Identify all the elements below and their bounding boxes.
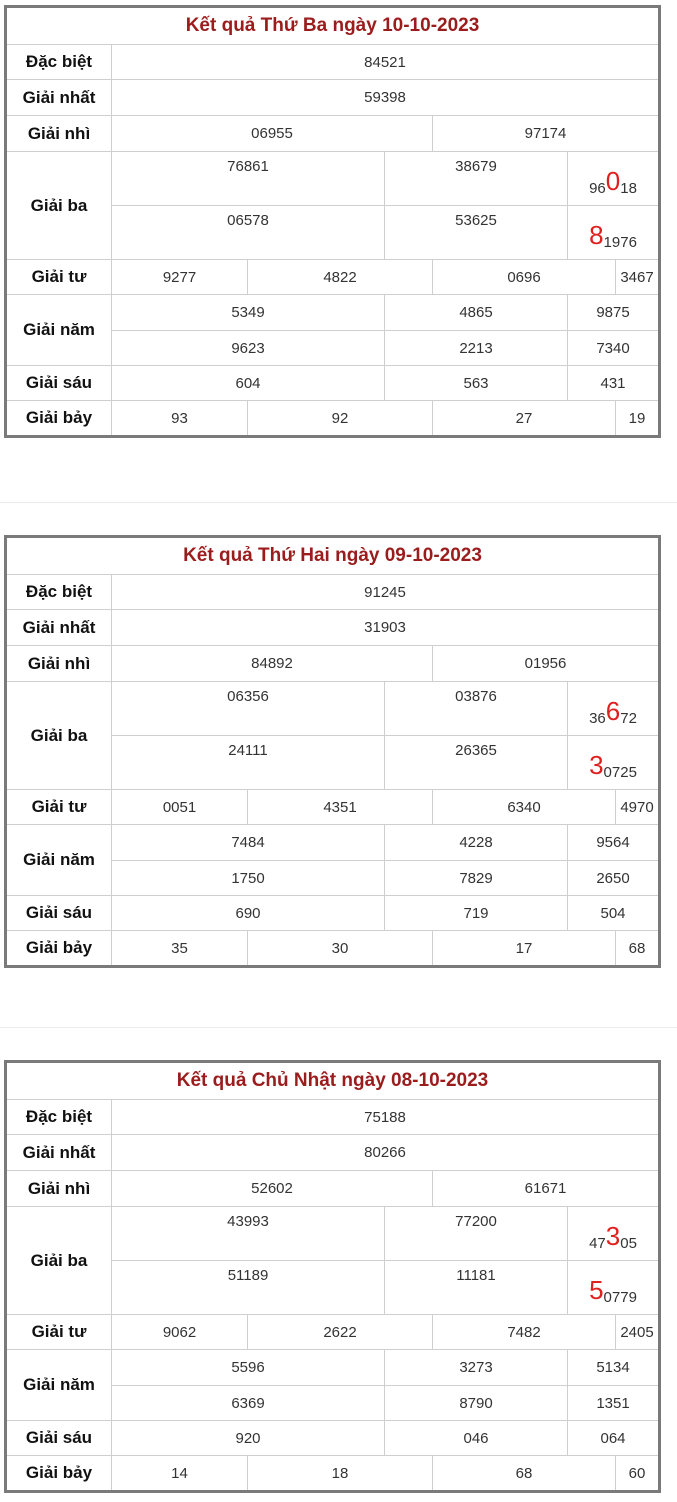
third-prize-1: 43993 <box>227 1213 269 1230</box>
label-giai-nhi: Giải nhì <box>7 646 112 681</box>
row-giai-tu <box>7 260 658 295</box>
second-prize-1: 84892 <box>251 655 293 672</box>
fifth-prize-4: 6369 <box>231 1394 265 1412</box>
result-table-1 <box>4 5 661 438</box>
row-giai-tu <box>7 790 658 825</box>
third-prize-1: 06356 <box>227 688 269 705</box>
fifth-prize-4: 1750 <box>231 869 265 887</box>
fifth-prize-2: 4865 <box>459 304 493 321</box>
fifth-prize-5: 8790 <box>459 1394 493 1412</box>
sixth-prize-2: 046 <box>463 1429 489 1447</box>
special-prize-value: 91245 <box>364 583 406 601</box>
seventh-prize-2: 92 <box>331 409 349 427</box>
fourth-prize-4: 3467 <box>620 268 654 286</box>
third-prize-4: 51189 <box>227 1267 269 1284</box>
fifth-prize-4: 9623 <box>231 339 265 357</box>
label-giai-nhi: Giải nhì <box>7 116 112 151</box>
row-giai-bay <box>7 931 658 965</box>
row-giai-nhi <box>7 646 658 682</box>
label-giai-nam: Giải năm <box>7 825 112 895</box>
row-giai-nam <box>7 295 658 366</box>
fourth-prize-1: 9062 <box>162 1323 197 1341</box>
row-dac-biet <box>7 45 658 80</box>
third-prize-2: 77200 <box>455 1213 497 1230</box>
row-giai-sau <box>7 896 658 931</box>
seventh-prize-2: 18 <box>331 1464 349 1482</box>
seventh-prize-4: 60 <box>628 1464 646 1482</box>
row-giai-nhi <box>7 1171 658 1207</box>
sixth-prize-3: 431 <box>600 374 626 392</box>
second-prize-2: 01956 <box>524 655 567 672</box>
label-giai-nhat: Giải nhất <box>7 80 112 115</box>
sixth-prize-1: 920 <box>235 1429 261 1447</box>
divider <box>0 502 677 503</box>
seventh-prize-1: 93 <box>171 409 188 427</box>
third-prize-5: 11181 <box>456 1267 496 1284</box>
row-giai-bay <box>7 1456 658 1490</box>
seventh-prize-3: 27 <box>515 409 533 427</box>
table-title: Kết quả Thứ Hai ngày 09-10-2023 <box>7 538 658 575</box>
seventh-prize-4: 19 <box>628 409 646 427</box>
fifth-prize-6: 2650 <box>596 869 630 887</box>
seventh-prize-3: 68 <box>515 1464 533 1482</box>
label-giai-bay: Giải bảy <box>7 401 112 435</box>
label-giai-nhi: Giải nhì <box>7 1171 112 1206</box>
label-giai-sau: Giải sáu <box>7 896 112 930</box>
table-title: Kết quả Chủ Nhật ngày 08-10-2023 <box>7 1063 658 1100</box>
sixth-prize-2: 563 <box>463 374 489 392</box>
fourth-prize-2: 4822 <box>323 268 357 286</box>
third-prize-2: 03876 <box>455 688 497 705</box>
second-prize-1: 52602 <box>251 1180 293 1197</box>
sixth-prize-1: 604 <box>235 374 261 392</box>
row-giai-ba <box>7 1207 658 1315</box>
label-giai-nhat: Giải nhất <box>7 610 112 645</box>
second-prize-2: 97174 <box>524 125 567 142</box>
third-prize-6: 8 1976 <box>589 220 637 251</box>
result-table-2 <box>4 535 661 968</box>
fifth-prize-6: 1351 <box>596 1394 630 1412</box>
seventh-prize-2: 30 <box>331 939 349 957</box>
sixth-prize-3: 064 <box>600 1429 626 1447</box>
first-prize-value: 59398 <box>364 89 406 106</box>
label-giai-ba: Giải ba <box>7 1207 112 1314</box>
row-giai-bay <box>7 401 658 435</box>
third-prize-4: 06578 <box>227 212 269 229</box>
seventh-prize-1: 35 <box>171 939 188 957</box>
label-giai-tu: Giải tư <box>7 260 112 294</box>
label-giai-ba: Giải ba <box>7 682 112 789</box>
result-table-3 <box>4 1060 661 1493</box>
third-prize-5: 53625 <box>455 212 497 229</box>
row-giai-nam <box>7 825 658 896</box>
first-prize-value: 31903 <box>364 619 406 636</box>
sixth-prize-1: 690 <box>235 904 261 922</box>
fifth-prize-3: 9875 <box>596 304 630 321</box>
row-dac-biet <box>7 575 658 610</box>
fourth-prize-3: 7482 <box>507 1323 541 1341</box>
fifth-prize-2: 4228 <box>459 834 493 851</box>
special-prize-value: 84521 <box>364 53 406 71</box>
row-giai-nhat <box>7 80 658 116</box>
fifth-prize-2: 3273 <box>459 1359 493 1376</box>
divider <box>0 1027 677 1028</box>
third-prize-5: 26365 <box>455 742 497 759</box>
label-giai-tu: Giải tư <box>7 1315 112 1349</box>
fifth-prize-6: 7340 <box>596 339 630 357</box>
row-giai-ba <box>7 152 658 260</box>
label-dac-biet: Đặc biệt <box>7 1100 112 1134</box>
fourth-prize-3: 6340 <box>507 798 541 816</box>
row-giai-nhat <box>7 610 658 646</box>
row-giai-sau <box>7 366 658 401</box>
fourth-prize-1: 9277 <box>162 268 197 286</box>
label-dac-biet: Đặc biệt <box>7 575 112 609</box>
third-prize-6: 5 0779 <box>589 1275 637 1306</box>
row-giai-nam <box>7 1350 658 1421</box>
first-prize-value: 80266 <box>364 1144 406 1161</box>
fifth-prize-1: 7484 <box>231 834 265 851</box>
third-prize-6: 3 0725 <box>589 750 637 781</box>
row-giai-ba <box>7 682 658 790</box>
fifth-prize-5: 7829 <box>459 869 493 887</box>
sixth-prize-3: 504 <box>600 904 626 922</box>
special-prize-value: 75188 <box>364 1108 406 1126</box>
second-prize-1: 06955 <box>251 125 293 142</box>
table-title: Kết quả Thứ Ba ngày 10-10-2023 <box>7 8 658 45</box>
row-giai-nhat <box>7 1135 658 1171</box>
label-giai-bay: Giải bảy <box>7 931 112 965</box>
third-prize-4: 24111 <box>228 742 268 759</box>
row-giai-sau <box>7 1421 658 1456</box>
sixth-prize-2: 719 <box>463 904 489 922</box>
row-giai-nhi <box>7 116 658 152</box>
row-giai-tu <box>7 1315 658 1350</box>
third-prize-2: 38679 <box>455 158 497 175</box>
label-giai-nam: Giải năm <box>7 1350 112 1420</box>
label-giai-sau: Giải sáu <box>7 1421 112 1455</box>
seventh-prize-1: 14 <box>171 1464 188 1482</box>
third-prize-3: 47 3 05 <box>589 1221 637 1252</box>
fourth-prize-4: 4970 <box>620 798 654 816</box>
fourth-prize-4: 2405 <box>620 1323 654 1341</box>
fifth-prize-1: 5596 <box>231 1359 265 1376</box>
fifth-prize-3: 5134 <box>596 1359 630 1376</box>
fifth-prize-5: 2213 <box>459 339 493 357</box>
label-giai-sau: Giải sáu <box>7 366 112 400</box>
third-prize-3: 96 0 18 <box>589 166 637 197</box>
fourth-prize-1: 0051 <box>162 798 197 816</box>
label-giai-bay: Giải bảy <box>7 1456 112 1490</box>
third-prize-1: 76861 <box>227 158 269 175</box>
label-giai-nam: Giải năm <box>7 295 112 365</box>
label-giai-tu: Giải tư <box>7 790 112 824</box>
seventh-prize-4: 68 <box>628 939 646 957</box>
label-dac-biet: Đặc biệt <box>7 45 112 79</box>
fourth-prize-2: 4351 <box>323 798 357 816</box>
label-giai-nhat: Giải nhất <box>7 1135 112 1170</box>
fifth-prize-3: 9564 <box>596 834 630 851</box>
second-prize-2: 61671 <box>524 1180 567 1197</box>
fourth-prize-3: 0696 <box>507 268 541 286</box>
fifth-prize-1: 5349 <box>231 304 265 321</box>
row-dac-biet <box>7 1100 658 1135</box>
third-prize-3: 36 6 72 <box>589 696 637 727</box>
fourth-prize-2: 2622 <box>323 1323 357 1341</box>
seventh-prize-3: 17 <box>515 939 533 957</box>
label-giai-ba: Giải ba <box>7 152 112 259</box>
